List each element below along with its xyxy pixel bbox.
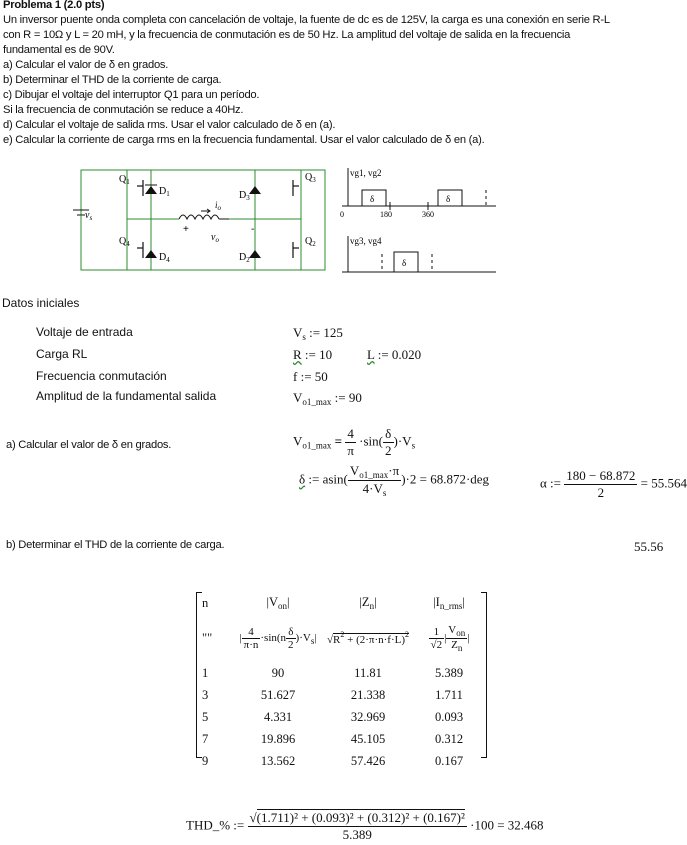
header-n: n (202, 595, 209, 610)
header-von: $|V_{on}|$ (266, 595, 290, 611)
table-row (200, 662, 480, 684)
matrix-right-bracket (481, 592, 487, 758)
io-label: $i_o$ (215, 200, 222, 212)
q4-label: $Q_4$ (119, 236, 130, 248)
cell-n: 1 (202, 665, 209, 680)
cell-von: 4.331 (263, 709, 293, 724)
formula-in-rms: $\frac{1}{√2}$ | $\frac{V_{on}}{Z_n}$ | (430, 623, 470, 653)
waveform-delta-1: δ (370, 194, 375, 204)
datos-heading: Datos iniciales (2, 296, 80, 310)
q3-label: $Q_3$ (305, 172, 316, 184)
cell-von: 90 (271, 665, 285, 680)
datos-label-freq: Frecuencia conmutación (36, 369, 167, 383)
problem-line-8: d) Calcular el voltaje de salida rms. Usar el valor calculado de δ en (a). (3, 119, 336, 131)
thd-equation: THD_% := $\frac{\text{√(1.711)² + (0.093)² + (0.312)² + (0.167)²}}{5.389}$ ·100 = 32.468 (186, 810, 544, 842)
datos-value-vs: $V_s$ := 125 (293, 325, 343, 342)
waveform-delta-3: δ (402, 258, 407, 268)
cell-n: 7 (202, 731, 209, 746)
datos-value-f: f := 50 (293, 369, 328, 384)
matrix-header-row (200, 592, 480, 614)
problem-line-3: fundamental es de 90V. (3, 44, 115, 56)
q2-label: $Q_2$ (305, 236, 316, 248)
part-a-alpha-calc: α := $\frac{180 - 68.872}{2}$ = 55.564 (540, 468, 687, 500)
waveform-delta-2: δ (446, 194, 451, 204)
inverter-circuit-diagram (79, 164, 327, 274)
vo-label: $v_o$ (211, 232, 219, 244)
gate-waveform-diagram (338, 166, 498, 276)
problem-line-4: a) Calcular el valor de δ en grados. (3, 59, 169, 71)
part-a-equation: $V_{o1\_max}$ = $\frac{4}{\pi}$ ·sin( $\frac{\delta}{2}$ )$\cdot V_s$ (293, 426, 416, 458)
d2-label: $D_2$ (239, 252, 250, 264)
formula-von: | $\frac{4}{\pi\cdot n}$ ·sin(n $\frac{\delta}{2}$ )$\cdot V_s|$ (239, 625, 317, 651)
header-zn: $|Z_n|$ (359, 595, 377, 611)
tick-360: 360 (422, 210, 434, 219)
waveform-bottom-label: vg3, vg4 (350, 236, 382, 246)
cell-n: 3 (202, 687, 209, 702)
cell-in: 0.312 (434, 731, 464, 746)
d4-label: $D_4$ (159, 252, 170, 264)
problem-line-2: con R = 10Ω y L = 20 mH, y la frecuencia de conmutación es de 50 Hz. La amplitud del voltaje de salida en la frecuencia (3, 29, 571, 41)
cell-von: 13.562 (260, 753, 296, 768)
cell-in: 1.711 (435, 687, 463, 702)
cell-zn: 57.426 (350, 753, 386, 768)
problem-line-6: c) Dibujar el voltaje del interruptor Q1 para un período. (3, 89, 260, 101)
cell-n: 9 (202, 753, 209, 768)
cell-n: 5 (202, 709, 209, 724)
part-b-label: b) Determinar el THD de la corriente de carga. (6, 539, 225, 551)
minus-sign: - (251, 224, 255, 235)
cell-zn: 11.81 (354, 665, 382, 680)
cell-in: 5.389 (434, 665, 464, 680)
q1-label: $Q_1$ (119, 174, 130, 186)
table-row (200, 706, 480, 728)
datos-value-l: L := 0.020 (367, 347, 422, 362)
part-b-side-value: 55.56 (634, 539, 664, 554)
cell-zn: 21.338 (350, 687, 386, 702)
table-row (200, 728, 480, 750)
tick-180: 180 (380, 210, 392, 219)
results-matrix (200, 592, 480, 772)
header-in-rms: $|I_{n\_rms}|$ (433, 595, 465, 611)
datos-value-r: R := 10 (293, 347, 333, 362)
part-a-label: a) Calcular el valor de δ en grados. (6, 439, 172, 451)
datos-label-vin: Voltaje de entrada (36, 325, 133, 339)
datos-label-amp: Amplitud de la fundamental salida (36, 389, 217, 403)
datos-value-vo1: $V_{o1\_max}$ := 90 (293, 390, 362, 407)
waveform-top-label: vg1, vg2 (350, 168, 382, 178)
table-row (200, 750, 480, 772)
source-label: $v_s$ (85, 210, 93, 222)
formula-quote: "" (202, 630, 213, 645)
table-row (200, 684, 480, 706)
part-a-delta-calc: δ := asin( $\frac{V_{o1\_max}\cdot\pi}{4\cdot V_s}$ )·2 = 68.872·deg (299, 463, 490, 498)
cell-zn: 32.969 (350, 709, 386, 724)
cell-in: 0.167 (434, 753, 464, 768)
datos-label-rl: Carga RL (36, 347, 88, 361)
problem-line-1: Un inversor puente onda completa con cancelación de voltaje, la fuente de dc es de 125V, la carga es una conexión en serie R-L (3, 14, 610, 26)
problem-title: Problema 1 (2.0 pts) (3, 0, 105, 11)
cell-von: 19.896 (260, 731, 296, 746)
formula-zn: $√R^2 + (2\cdot\pi\cdot n\cdot f\cdot L)^2$ (326, 630, 409, 646)
problem-line-9: e) Calcular la corriente de carga rms en la frecuencia fundamental. Usar el valor calculado de δ en (a). (3, 134, 485, 146)
plus-sign: + (183, 224, 189, 235)
cell-zn: 45.105 (350, 731, 386, 746)
d3-label: $D_3$ (239, 190, 250, 202)
matrix-formula-row (200, 614, 480, 662)
d1-label: $D_1$ (159, 186, 170, 198)
cell-in: 0.093 (434, 709, 464, 724)
problem-line-7: Si la frecuencia de conmutación se reduce a 40Hz. (3, 104, 244, 116)
problem-line-5: b) Determinar el THD de la corriente de carga. (3, 74, 222, 86)
cell-von: 51.627 (260, 687, 296, 702)
tick-0: 0 (340, 210, 344, 219)
